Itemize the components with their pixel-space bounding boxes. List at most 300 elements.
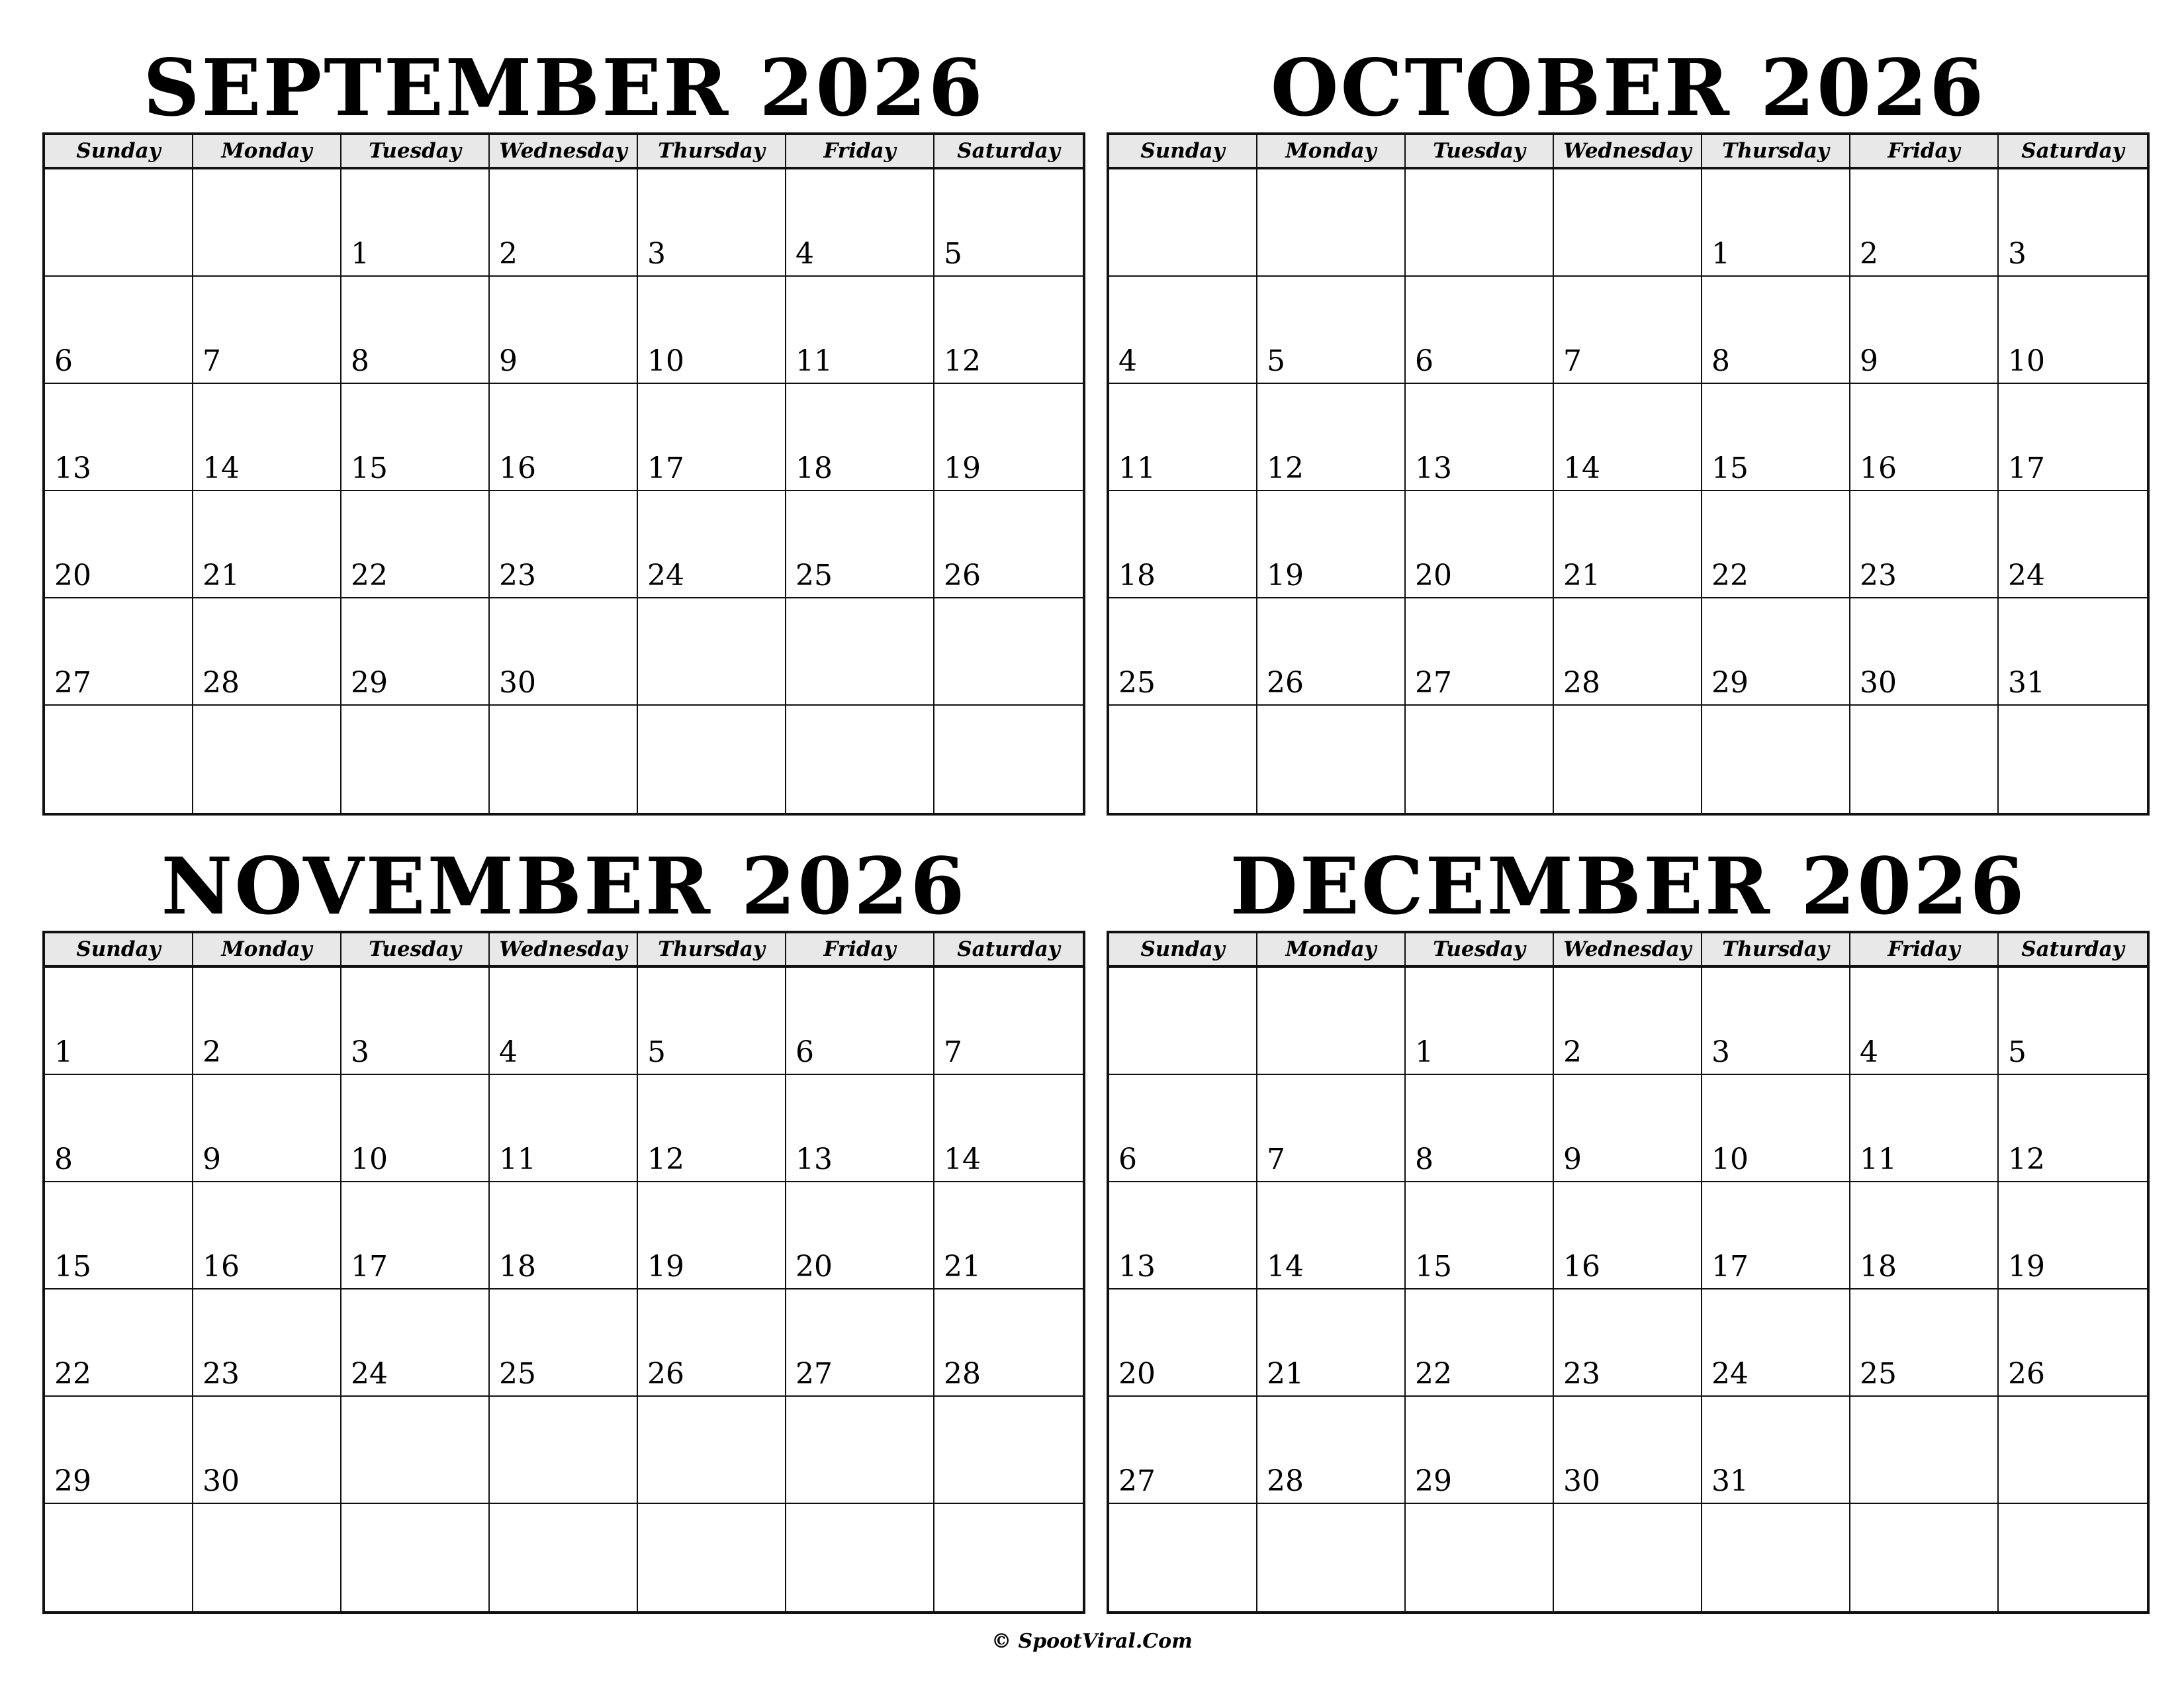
weekday-header: Monday xyxy=(193,933,341,968)
day-cell xyxy=(1406,384,1554,491)
weekday-header: Saturday xyxy=(1999,135,2147,169)
day-number: 17 xyxy=(1711,1250,1749,1284)
day-cell xyxy=(1554,491,1702,598)
day-cell xyxy=(1850,1075,1999,1182)
weekday-header: Tuesday xyxy=(341,933,490,968)
day-cell xyxy=(1406,491,1554,598)
day-number: 14 xyxy=(1563,451,1600,485)
day-cell xyxy=(1257,277,1406,384)
day-cell xyxy=(1850,169,1999,277)
day-cell xyxy=(1999,706,2147,813)
day-number: 6 xyxy=(54,344,73,378)
day-cell xyxy=(1999,384,2147,491)
day-cell xyxy=(1702,706,1850,813)
day-cell xyxy=(193,706,341,813)
day-cell xyxy=(1554,706,1702,813)
day-number: 3 xyxy=(351,1035,369,1069)
day-number: 23 xyxy=(1563,1357,1600,1391)
day-cell xyxy=(1109,277,1257,384)
day-cell xyxy=(1257,598,1406,706)
day-number: 21 xyxy=(944,1250,981,1284)
month-title: OCTOBER 2026 xyxy=(1270,42,1986,134)
day-number: 10 xyxy=(1711,1143,1749,1176)
day-number: 26 xyxy=(1267,666,1304,700)
day-cell xyxy=(934,598,1083,706)
day-cell xyxy=(193,1504,341,1611)
month-title: SEPTEMBER 2026 xyxy=(143,42,985,134)
day-cell xyxy=(1257,1397,1406,1504)
day-cell xyxy=(193,1397,341,1504)
day-cell xyxy=(490,1182,638,1289)
day-cell xyxy=(490,598,638,706)
day-cell xyxy=(1702,968,1850,1075)
day-cell xyxy=(1257,1504,1406,1611)
day-cell xyxy=(1702,1182,1850,1289)
day-cell xyxy=(786,491,934,598)
day-cell xyxy=(490,1075,638,1182)
day-number: 19 xyxy=(2008,1250,2045,1284)
day-number: 22 xyxy=(351,559,388,592)
day-cell xyxy=(1554,1182,1702,1289)
weekday-header: Wednesday xyxy=(490,933,638,968)
day-cell xyxy=(1850,598,1999,706)
day-cell xyxy=(786,1182,934,1289)
day-number: 22 xyxy=(1711,559,1749,592)
day-cell xyxy=(490,1289,638,1397)
day-cell xyxy=(786,169,934,277)
weekday-header: Monday xyxy=(1257,933,1406,968)
weekday-header: Friday xyxy=(1850,135,1999,169)
day-number: 18 xyxy=(1860,1250,1897,1284)
day-number: 27 xyxy=(796,1357,833,1391)
day-cell xyxy=(490,491,638,598)
day-number: 8 xyxy=(1415,1143,1433,1176)
day-cell xyxy=(1850,1504,1999,1611)
day-number: 28 xyxy=(203,666,240,700)
day-cell xyxy=(45,706,193,813)
day-cell xyxy=(1109,1182,1257,1289)
day-cell xyxy=(490,706,638,813)
day-cell xyxy=(934,491,1083,598)
day-cell xyxy=(1999,1182,2147,1289)
day-cell xyxy=(45,598,193,706)
day-cell xyxy=(638,169,786,277)
day-cell xyxy=(341,1289,490,1397)
day-number: 30 xyxy=(1563,1464,1600,1498)
day-cell xyxy=(1257,384,1406,491)
day-cell xyxy=(1999,1075,2147,1182)
day-number: 31 xyxy=(1711,1464,1749,1498)
day-cell xyxy=(1702,1075,1850,1182)
day-cell xyxy=(638,1504,786,1611)
day-number: 2 xyxy=(1860,237,1878,271)
day-number: 24 xyxy=(2008,559,2045,592)
day-number: 4 xyxy=(1118,344,1137,378)
day-cell xyxy=(786,968,934,1075)
weekday-header: Saturday xyxy=(934,933,1083,968)
day-number: 30 xyxy=(203,1464,240,1498)
day-number: 3 xyxy=(2008,237,2026,271)
weekday-header: Wednesday xyxy=(490,135,638,169)
day-number: 9 xyxy=(1860,344,1878,378)
day-number: 1 xyxy=(1415,1035,1433,1069)
day-number: 29 xyxy=(54,1464,91,1498)
day-cell xyxy=(1109,1397,1257,1504)
day-number: 12 xyxy=(2008,1143,2045,1176)
day-cell xyxy=(1406,169,1554,277)
weekday-header: Friday xyxy=(1850,933,1999,968)
day-number: 10 xyxy=(647,344,684,378)
day-cell xyxy=(1999,1397,2147,1504)
day-cell xyxy=(45,1504,193,1611)
day-number: 6 xyxy=(796,1035,814,1069)
day-number: 13 xyxy=(796,1143,833,1176)
day-cell xyxy=(934,1075,1083,1182)
weekday-header: Thursday xyxy=(1702,135,1850,169)
day-cell xyxy=(1406,968,1554,1075)
day-number: 11 xyxy=(1118,451,1156,485)
day-number: 4 xyxy=(1860,1035,1878,1069)
day-number: 26 xyxy=(944,559,981,592)
day-number: 5 xyxy=(2008,1035,2026,1069)
day-cell xyxy=(193,491,341,598)
day-cell xyxy=(193,598,341,706)
weekday-header: Saturday xyxy=(934,135,1083,169)
day-number: 15 xyxy=(351,451,388,485)
day-cell xyxy=(638,1289,786,1397)
day-number: 22 xyxy=(1415,1357,1452,1391)
weekday-header: Wednesday xyxy=(1554,933,1702,968)
day-cell xyxy=(490,169,638,277)
day-cell xyxy=(193,384,341,491)
day-number: 23 xyxy=(203,1357,240,1391)
day-cell xyxy=(934,1504,1083,1611)
day-cell xyxy=(1850,1289,1999,1397)
day-cell xyxy=(638,598,786,706)
day-number: 11 xyxy=(499,1143,536,1176)
day-number: 16 xyxy=(203,1250,240,1284)
day-cell xyxy=(1554,598,1702,706)
day-cell xyxy=(786,384,934,491)
weekday-header: Sunday xyxy=(1109,135,1257,169)
day-number: 3 xyxy=(1711,1035,1730,1069)
day-cell xyxy=(45,384,193,491)
day-cell xyxy=(1702,1504,1850,1611)
day-cell xyxy=(1406,1397,1554,1504)
day-number: 10 xyxy=(2008,344,2045,378)
day-cell xyxy=(1850,706,1999,813)
day-cell xyxy=(1406,1075,1554,1182)
day-cell xyxy=(1702,1289,1850,1397)
day-cell xyxy=(786,598,934,706)
day-number: 30 xyxy=(499,666,536,700)
weekday-header: Monday xyxy=(193,135,341,169)
day-number: 19 xyxy=(944,451,981,485)
day-number: 7 xyxy=(1563,344,1582,378)
day-cell xyxy=(934,384,1083,491)
weekday-header: Tuesday xyxy=(1406,135,1554,169)
day-number: 13 xyxy=(54,451,91,485)
day-cell xyxy=(1554,1289,1702,1397)
day-number: 6 xyxy=(1118,1143,1137,1176)
day-number: 16 xyxy=(1563,1250,1600,1284)
day-number: 19 xyxy=(1267,559,1304,592)
day-cell xyxy=(341,277,490,384)
day-cell xyxy=(341,1182,490,1289)
day-cell xyxy=(45,1182,193,1289)
day-number: 29 xyxy=(1711,666,1749,700)
day-number: 26 xyxy=(2008,1357,2045,1391)
day-cell xyxy=(1257,1289,1406,1397)
day-number: 28 xyxy=(1267,1464,1304,1498)
day-number: 10 xyxy=(351,1143,388,1176)
day-cell xyxy=(934,1397,1083,1504)
day-cell xyxy=(1850,1182,1999,1289)
day-number: 17 xyxy=(647,451,684,485)
day-number: 25 xyxy=(796,559,833,592)
day-number: 21 xyxy=(203,559,240,592)
day-cell xyxy=(45,277,193,384)
weekday-header: Sunday xyxy=(45,933,193,968)
weekday-header: Monday xyxy=(1257,135,1406,169)
day-cell xyxy=(341,598,490,706)
day-cell xyxy=(786,1504,934,1611)
day-cell xyxy=(1850,491,1999,598)
day-number: 26 xyxy=(647,1357,684,1391)
day-number: 8 xyxy=(54,1143,73,1176)
day-cell xyxy=(1257,169,1406,277)
day-number: 1 xyxy=(351,237,369,271)
day-cell xyxy=(1850,1397,1999,1504)
day-cell xyxy=(490,1397,638,1504)
day-cell xyxy=(934,1289,1083,1397)
day-number: 25 xyxy=(1860,1357,1897,1391)
day-number: 25 xyxy=(1118,666,1156,700)
day-cell xyxy=(1999,491,2147,598)
day-cell xyxy=(45,491,193,598)
day-cell xyxy=(1850,277,1999,384)
weekday-header: Friday xyxy=(786,135,934,169)
day-cell xyxy=(1999,968,2147,1075)
calendar-grid xyxy=(42,931,1085,1614)
day-cell xyxy=(638,968,786,1075)
day-number: 28 xyxy=(944,1357,981,1391)
day-number: 13 xyxy=(1118,1250,1156,1284)
day-cell xyxy=(1554,1397,1702,1504)
day-cell xyxy=(341,384,490,491)
day-cell xyxy=(1109,491,1257,598)
day-number: 27 xyxy=(54,666,91,700)
day-cell xyxy=(638,277,786,384)
day-cell xyxy=(786,1289,934,1397)
day-number: 20 xyxy=(54,559,91,592)
day-cell xyxy=(1702,277,1850,384)
day-cell xyxy=(786,1397,934,1504)
day-cell xyxy=(1554,1504,1702,1611)
day-number: 30 xyxy=(1860,666,1897,700)
day-cell xyxy=(934,277,1083,384)
day-cell xyxy=(45,1075,193,1182)
day-cell xyxy=(45,1397,193,1504)
day-number: 21 xyxy=(1267,1357,1304,1391)
day-number: 9 xyxy=(499,344,518,378)
month-title: DECEMBER 2026 xyxy=(1230,840,2026,932)
day-cell xyxy=(638,1397,786,1504)
weekday-header: Tuesday xyxy=(1406,933,1554,968)
day-number: 3 xyxy=(647,237,666,271)
day-cell xyxy=(193,169,341,277)
day-cell xyxy=(1554,1075,1702,1182)
day-cell xyxy=(341,1075,490,1182)
day-cell xyxy=(193,1075,341,1182)
day-number: 2 xyxy=(499,237,518,271)
day-cell xyxy=(1257,491,1406,598)
day-number: 5 xyxy=(1267,344,1285,378)
calendar-grid xyxy=(1107,132,2150,816)
day-cell xyxy=(45,968,193,1075)
day-number: 29 xyxy=(351,666,388,700)
day-cell xyxy=(1257,1182,1406,1289)
weekday-header: Tuesday xyxy=(341,135,490,169)
day-number: 13 xyxy=(1415,451,1452,485)
day-cell xyxy=(490,384,638,491)
day-cell xyxy=(1406,706,1554,813)
weekday-header: Thursday xyxy=(638,135,786,169)
day-cell xyxy=(934,968,1083,1075)
day-cell xyxy=(1257,968,1406,1075)
day-cell xyxy=(638,384,786,491)
day-number: 24 xyxy=(1711,1357,1749,1391)
day-cell xyxy=(193,1289,341,1397)
day-cell xyxy=(1554,169,1702,277)
day-cell xyxy=(341,1397,490,1504)
day-number: 5 xyxy=(647,1035,666,1069)
calendar-grid xyxy=(42,132,1085,816)
day-number: 15 xyxy=(1711,451,1749,485)
day-cell xyxy=(1109,169,1257,277)
day-number: 12 xyxy=(944,344,981,378)
day-cell xyxy=(193,277,341,384)
day-cell xyxy=(934,1182,1083,1289)
day-number: 27 xyxy=(1118,1464,1156,1498)
day-cell xyxy=(1702,384,1850,491)
day-cell xyxy=(1257,706,1406,813)
weekday-header: Thursday xyxy=(1702,933,1850,968)
day-cell xyxy=(341,706,490,813)
day-number: 21 xyxy=(1563,559,1600,592)
weekday-header: Sunday xyxy=(45,135,193,169)
day-cell xyxy=(1702,598,1850,706)
day-number: 24 xyxy=(351,1357,388,1391)
weekday-header: Sunday xyxy=(1109,933,1257,968)
day-cell xyxy=(1406,1182,1554,1289)
day-cell xyxy=(1109,706,1257,813)
day-cell xyxy=(45,169,193,277)
day-number: 23 xyxy=(1860,559,1897,592)
day-cell xyxy=(1850,968,1999,1075)
day-cell xyxy=(1406,1289,1554,1397)
day-number: 20 xyxy=(796,1250,833,1284)
day-number: 11 xyxy=(796,344,833,378)
day-cell xyxy=(786,277,934,384)
day-cell xyxy=(1702,491,1850,598)
day-number: 19 xyxy=(647,1250,684,1284)
day-cell xyxy=(1999,1504,2147,1611)
day-cell xyxy=(1406,277,1554,384)
copyright-footer: © SpootViral.Com xyxy=(991,1630,1193,1653)
day-number: 12 xyxy=(647,1143,684,1176)
day-number: 16 xyxy=(499,451,536,485)
day-cell xyxy=(1702,1397,1850,1504)
day-number: 16 xyxy=(1860,451,1897,485)
month-title: NOVEMBER 2026 xyxy=(161,840,967,932)
day-number: 28 xyxy=(1563,666,1600,700)
day-cell xyxy=(1999,169,2147,277)
day-number: 17 xyxy=(351,1250,388,1284)
day-cell xyxy=(638,491,786,598)
day-cell xyxy=(1554,968,1702,1075)
day-cell xyxy=(1554,384,1702,491)
day-cell xyxy=(1109,968,1257,1075)
day-number: 1 xyxy=(54,1035,73,1069)
day-cell xyxy=(1109,1289,1257,1397)
day-number: 18 xyxy=(796,451,833,485)
day-number: 6 xyxy=(1415,344,1433,378)
day-cell xyxy=(638,706,786,813)
day-cell xyxy=(341,491,490,598)
day-cell xyxy=(934,706,1083,813)
day-number: 12 xyxy=(1267,451,1304,485)
day-number: 4 xyxy=(796,237,814,271)
day-cell xyxy=(490,277,638,384)
day-number: 9 xyxy=(1563,1143,1582,1176)
day-number: 2 xyxy=(1563,1035,1582,1069)
day-cell xyxy=(1109,384,1257,491)
day-number: 2 xyxy=(203,1035,221,1069)
day-cell xyxy=(1406,1504,1554,1611)
day-cell xyxy=(193,1182,341,1289)
day-cell xyxy=(341,968,490,1075)
day-cell xyxy=(45,1289,193,1397)
day-number: 18 xyxy=(1118,559,1156,592)
day-number: 20 xyxy=(1415,559,1452,592)
day-cell xyxy=(1999,1289,2147,1397)
day-number: 23 xyxy=(499,559,536,592)
day-number: 8 xyxy=(351,344,369,378)
calendar-grid xyxy=(1107,931,2150,1614)
day-number: 7 xyxy=(944,1035,962,1069)
day-number: 14 xyxy=(1267,1250,1304,1284)
day-cell xyxy=(638,1182,786,1289)
day-number: 14 xyxy=(944,1143,981,1176)
day-number: 15 xyxy=(1415,1250,1452,1284)
day-cell xyxy=(490,1504,638,1611)
day-number: 7 xyxy=(1267,1143,1285,1176)
day-cell xyxy=(934,169,1083,277)
day-cell xyxy=(1257,1075,1406,1182)
day-cell xyxy=(341,1504,490,1611)
day-cell xyxy=(1406,598,1554,706)
day-cell xyxy=(1109,1504,1257,1611)
day-cell xyxy=(1554,277,1702,384)
day-number: 5 xyxy=(944,237,962,271)
day-cell xyxy=(193,968,341,1075)
day-number: 25 xyxy=(499,1357,536,1391)
day-cell xyxy=(1850,384,1999,491)
day-cell xyxy=(786,706,934,813)
day-cell xyxy=(638,1075,786,1182)
day-cell xyxy=(1999,277,2147,384)
